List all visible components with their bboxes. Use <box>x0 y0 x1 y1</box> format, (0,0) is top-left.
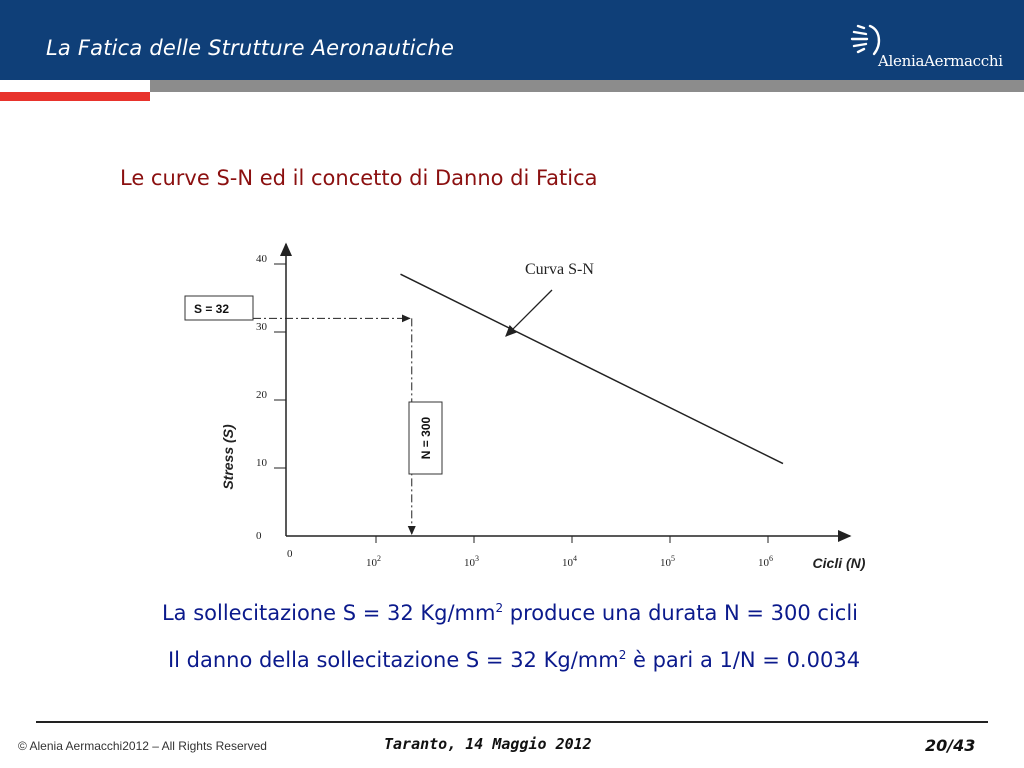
line1-text-end: produce una durata N = 300 cicli <box>503 601 859 625</box>
header-red-stripe <box>0 92 150 101</box>
page-number: 20/43 <box>925 736 976 755</box>
explanation-line-2 <box>2 648 1024 672</box>
header-grey-stripe <box>150 80 1024 92</box>
curve-label: Curva S-N <box>525 261 594 278</box>
y-axis-title: Stress (S) <box>220 424 236 490</box>
y-tick-label: 20 <box>256 389 267 401</box>
logo-text: AleniaAermacchi <box>878 52 1003 70</box>
explanation-line-1 <box>0 601 1022 625</box>
stress-box-label: S = 32 <box>194 302 230 316</box>
x-tick-label: $10^2$ <box>366 554 381 569</box>
header-white-gap <box>0 80 150 92</box>
line1-text: La sollecitazione S = 32 Kg/mm <box>161 601 496 625</box>
x-axis-title: Cicli (N) <box>812 555 866 571</box>
x-origin-label: 0 <box>287 548 293 560</box>
footer-date: Taranto, 14 Maggio 2012 <box>384 735 592 753</box>
presentation-title: La Fatica delle Strutture Aeronautiche <box>46 36 455 60</box>
line2-superscript: 2 <box>618 648 627 662</box>
slide-title: Le curve S-N ed il concetto di Danno di Fatica <box>120 166 598 190</box>
sn-chart <box>180 230 880 580</box>
footer-divider <box>36 721 988 723</box>
x-tick-label: $10^5$ <box>660 554 675 569</box>
y-tick-label: 30 <box>256 321 267 333</box>
sn-curve-line <box>401 274 783 463</box>
x-tick-label: $10^4$ <box>562 554 577 569</box>
x-tick-label: $10^3$ <box>464 554 479 569</box>
copyright-text: © Alenia Aermacchi2012 – All Rights Reserved <box>18 739 267 753</box>
y-tick-label: 0 <box>256 530 262 542</box>
y-tick-label: 10 <box>256 457 267 469</box>
cycles-box-label: N = 300 <box>419 416 433 460</box>
line1-superscript: 2 <box>495 601 504 615</box>
y-tick-label: 40 <box>256 253 267 265</box>
line2-text: Il danno della sollecitazione S = 32 Kg/mm <box>167 648 619 672</box>
curve-label-arrow <box>506 290 552 336</box>
x-tick-label: $10^6$ <box>758 554 773 569</box>
header-bar <box>0 0 1024 80</box>
line2-text-end: è pari a 1/N = 0.0034 <box>626 648 861 672</box>
